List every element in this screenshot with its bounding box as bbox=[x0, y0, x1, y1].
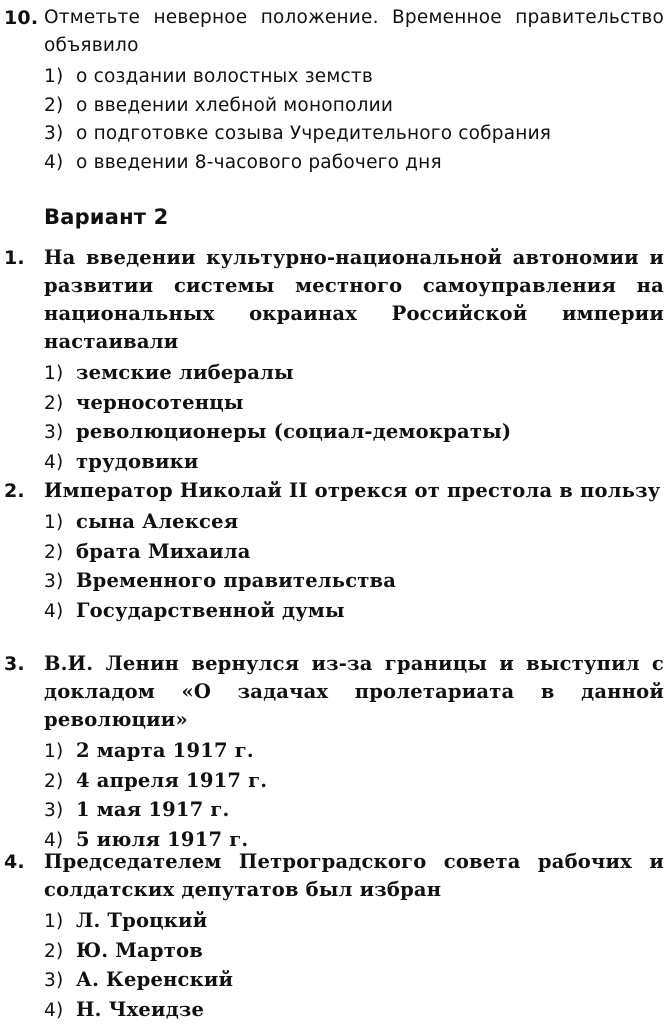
option-number: 3) bbox=[44, 797, 76, 826]
option-number: 1) bbox=[44, 63, 76, 92]
answer-option bbox=[44, 149, 668, 178]
option-number: 1) bbox=[44, 509, 76, 538]
option-number: 4) bbox=[44, 827, 76, 856]
option-number: 1) bbox=[44, 908, 76, 937]
option-text: о создании волостных земств bbox=[76, 66, 373, 87]
option-text: А. Керенский bbox=[76, 968, 233, 991]
option-text: о введении хлебной монополии bbox=[76, 95, 393, 116]
question-text: На введении культурно-национальной автономии и развитии системы местного самоуправления на национальных окраинах Российской империи настаивали bbox=[44, 244, 664, 356]
answer-options bbox=[44, 737, 668, 855]
answer-option bbox=[44, 737, 668, 767]
variant-heading: Вариант 2 bbox=[44, 203, 169, 231]
answer-option bbox=[44, 418, 668, 448]
option-text: брата Михаила bbox=[76, 540, 251, 563]
option-text: о подготовке созыва Учредительного собрания bbox=[76, 123, 551, 144]
question-2 bbox=[0, 477, 668, 626]
question-text: Отметьте неверное положение. Временное правительство объявило bbox=[44, 4, 664, 60]
option-number: 1) bbox=[44, 738, 76, 767]
option-text: 2 марта 1917 г. bbox=[76, 739, 254, 762]
option-text: трудовики bbox=[76, 450, 199, 473]
option-text: Государственной думы bbox=[76, 599, 345, 622]
option-number: 4) bbox=[44, 598, 76, 627]
answer-option bbox=[44, 966, 668, 996]
option-number: 3) bbox=[44, 967, 76, 996]
answer-option bbox=[44, 597, 668, 627]
question-number: 3. bbox=[4, 650, 25, 678]
question-4 bbox=[0, 848, 668, 1025]
question-number: 2. bbox=[4, 477, 25, 505]
answer-option bbox=[44, 907, 668, 937]
option-number: 2) bbox=[44, 92, 76, 121]
answer-option bbox=[44, 389, 668, 419]
question-10 bbox=[0, 4, 668, 177]
question-text: В.И. Ленин вернулся из-за границы и выступил с докладом «О задачах пролетариата в данной революции» bbox=[44, 650, 664, 734]
option-text: Л. Троцкий bbox=[76, 909, 207, 932]
option-text: 4 апреля 1917 г. bbox=[76, 769, 267, 792]
option-text: Н. Чхеидзе bbox=[76, 998, 204, 1021]
option-text: о введении 8-часового рабочего дня bbox=[76, 152, 442, 173]
answer-option bbox=[44, 508, 668, 538]
option-text: сына Алексея bbox=[76, 510, 238, 533]
option-number: 4) bbox=[44, 149, 76, 178]
option-number: 3) bbox=[44, 568, 76, 597]
option-number: 2) bbox=[44, 390, 76, 419]
answer-option bbox=[44, 567, 668, 597]
option-number: 2) bbox=[44, 938, 76, 967]
answer-option bbox=[44, 359, 668, 389]
option-text: Ю. Мартов bbox=[76, 939, 203, 962]
question-number: 10. bbox=[4, 4, 38, 32]
option-number: 4) bbox=[44, 449, 76, 478]
option-number: 1) bbox=[44, 360, 76, 389]
answer-option bbox=[44, 538, 668, 568]
question-3 bbox=[0, 650, 668, 855]
option-number: 4) bbox=[44, 997, 76, 1025]
answer-option bbox=[44, 996, 668, 1025]
answer-option bbox=[44, 120, 668, 149]
answer-options bbox=[44, 508, 668, 626]
option-number: 3) bbox=[44, 419, 76, 448]
option-number: 2) bbox=[44, 768, 76, 797]
answer-option bbox=[44, 937, 668, 967]
answer-option bbox=[44, 796, 668, 826]
question-number: 1. bbox=[4, 244, 25, 272]
question-1 bbox=[0, 244, 668, 477]
answer-options bbox=[44, 907, 668, 1025]
option-text: 5 июля 1917 г. bbox=[76, 828, 248, 851]
option-text: черносотенцы bbox=[76, 391, 244, 414]
answer-option bbox=[44, 92, 668, 121]
answer-option bbox=[44, 448, 668, 478]
question-text: Председателем Петроградского совета рабочих и солдатских депутатов был избран bbox=[44, 848, 664, 904]
option-number: 3) bbox=[44, 120, 76, 149]
option-number: 2) bbox=[44, 539, 76, 568]
question-number: 4. bbox=[4, 848, 25, 876]
option-text: революционеры (социал-демократы) bbox=[76, 420, 511, 443]
answer-option bbox=[44, 767, 668, 797]
answer-options bbox=[44, 63, 668, 177]
question-text: Император Николай II отрекся от престола в пользу bbox=[44, 477, 664, 505]
option-text: 1 мая 1917 г. bbox=[76, 798, 230, 821]
answer-options bbox=[44, 359, 668, 477]
answer-option bbox=[44, 63, 668, 92]
option-text: Временного правительства bbox=[76, 569, 396, 592]
option-text: земские либералы bbox=[76, 361, 294, 384]
